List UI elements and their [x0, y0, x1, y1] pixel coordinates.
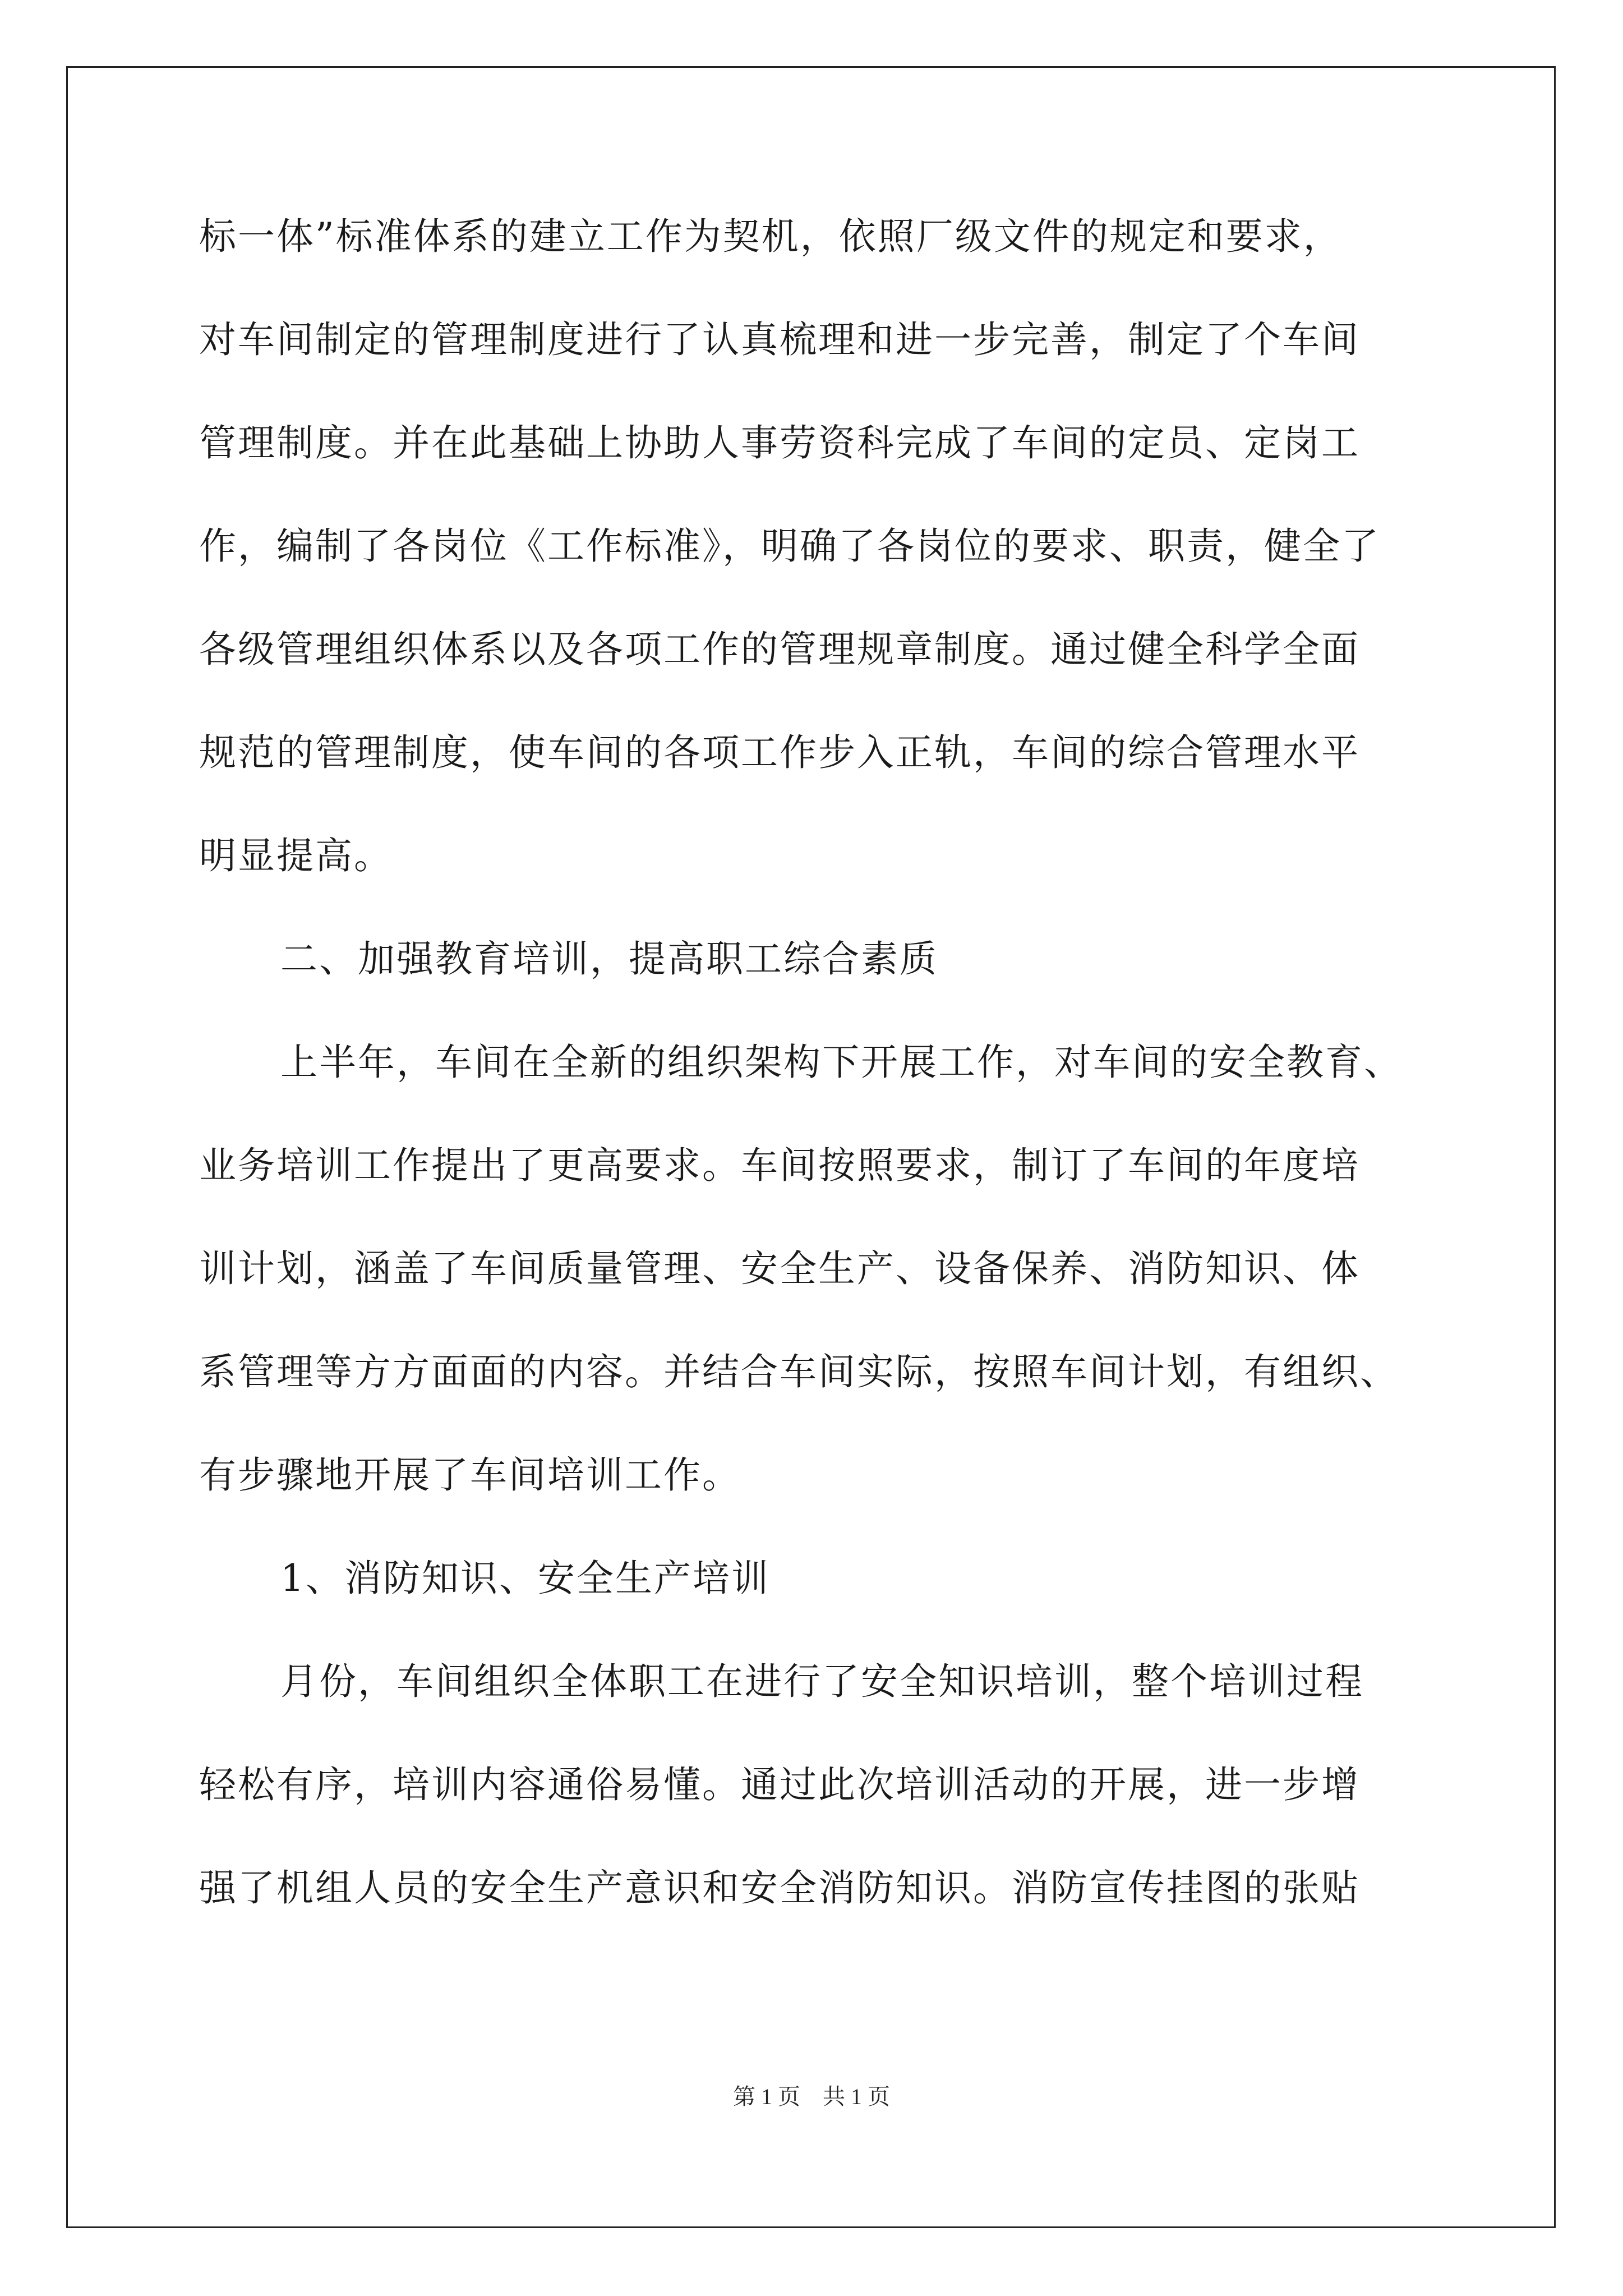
- paragraph-line: 月份，车间组织全体职工在进行了安全知识培训，整个培训过程: [280, 1660, 1364, 1703]
- page-number: 第 1 页 共 1 页: [733, 2084, 890, 2109]
- paragraph-line: 作，编制了各岗位《工作标准》，明确了各岗位的要求、职责，健全了: [199, 524, 1380, 568]
- paragraph-line: 标一体”标准体系的建立工作为契机，依照厂级文件的规定和要求，: [199, 215, 1342, 258]
- paragraph-line: 系管理等方方面面的内容。并结合车间实际，按照车间计划，有组织、: [199, 1350, 1399, 1393]
- paragraph-line: 强了机组人员的安全生产意识和安全消防知识。消防宣传挂图的张贴: [199, 1866, 1360, 1910]
- paragraph-line: 有步骤地开展了车间培训工作。: [199, 1453, 741, 1497]
- paragraph-line: 管理制度。并在此基础上协助人事劳资科完成了车间的定员、定岗工: [199, 421, 1360, 464]
- subsection-heading: 1、消防知识、安全生产培训: [280, 1557, 770, 1600]
- paragraph-line: 各级管理组织体系以及各项工作的管理规章制度。通过健全科学全面: [199, 628, 1360, 671]
- paragraph-line: 对车间制定的管理制度进行了认真梳理和进一步完善，制定了个车间: [199, 318, 1360, 361]
- paragraph-line: 训计划，涵盖了车间质量管理、安全生产、设备保养、消防知识、体: [199, 1247, 1360, 1290]
- paragraph-line: 规范的管理制度，使车间的各项工作步入正轨，车间的综合管理水平: [199, 731, 1360, 774]
- paragraph-line: 明显提高。: [199, 834, 393, 877]
- paragraph-line: 轻松有序，培训内容通俗易懂。通过此次培训活动的开展，进一步增: [199, 1763, 1360, 1806]
- paragraph-line: 业务培训工作提出了更高要求。车间按照要求，制订了车间的年度培: [199, 1144, 1360, 1187]
- paragraph-line: 上半年，车间在全新的组织架构下开展工作，对车间的安全教育、: [280, 1041, 1403, 1084]
- section-heading: 二、加强教育培训，提高职工综合素质: [280, 937, 938, 981]
